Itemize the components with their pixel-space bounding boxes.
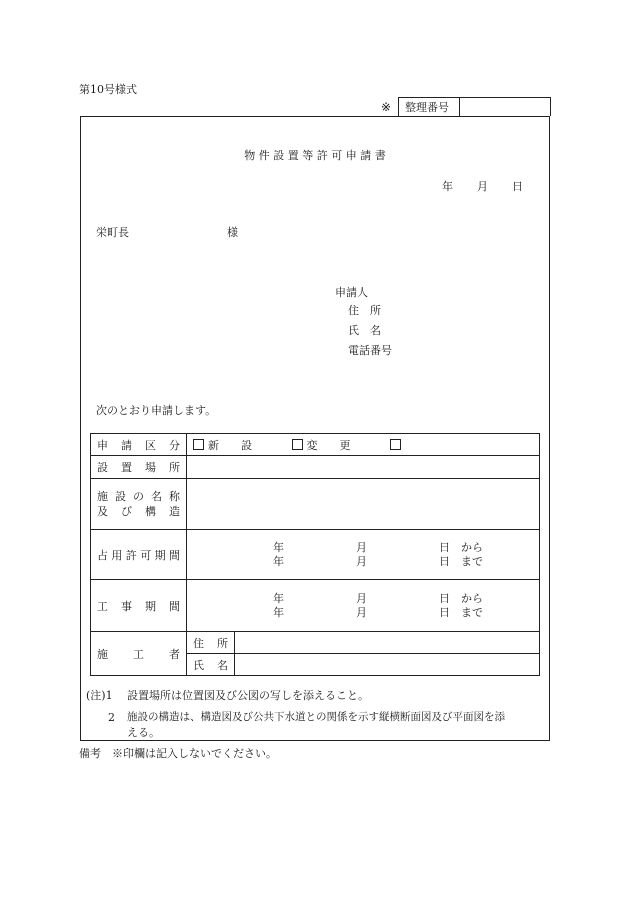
contractor-name-field[interactable] — [235, 654, 540, 676]
day-until-label: 日 まで — [439, 605, 483, 619]
option-change[interactable] — [292, 439, 351, 452]
option-new[interactable] — [193, 439, 252, 452]
applicant-phone-label: 電話番号 — [348, 344, 392, 357]
year-label: 年 — [273, 605, 284, 619]
facility-label-line2: 及 び 構 造 — [97, 505, 180, 518]
occupancy-period-label: 占用許可期間 — [91, 530, 187, 580]
applicant-address-label: 住 所 — [348, 304, 381, 317]
date-year: 年 — [442, 180, 453, 193]
day-until-label: 日 まで — [439, 554, 483, 568]
table-row — [91, 434, 540, 456]
checkbox-icon[interactable] — [390, 439, 401, 450]
checkbox-icon[interactable] — [193, 439, 204, 450]
table-row — [91, 530, 540, 580]
period-end-line — [273, 555, 483, 569]
note2-prefix: 2 — [108, 711, 115, 724]
request-text: 次のとおり申請します。 — [96, 404, 217, 417]
reference-number-label: 整理番号 — [405, 101, 449, 114]
contractor-address-label: 住 所 — [187, 632, 235, 654]
reference-number-field[interactable] — [460, 98, 550, 116]
occupancy-period-field[interactable] — [187, 530, 540, 580]
month-label: 月 — [356, 540, 367, 554]
form-title: 物 件 設 置 等 許 可 申 請 書 — [244, 149, 386, 162]
year-label: 年 — [273, 591, 284, 605]
day-from-label: 日 から — [439, 591, 483, 605]
form-number: 第10号様式 — [79, 83, 137, 96]
category-label: 申 請 区 分 — [91, 434, 187, 456]
construction-period-field[interactable] — [187, 580, 540, 632]
application-table — [90, 433, 540, 676]
facility-label-line1: 施 設 の 名 称 — [97, 490, 180, 503]
date-month: 月 — [477, 180, 488, 193]
applicant-heading: 申請人 — [335, 286, 368, 299]
note2-text-line2: える。 — [127, 726, 160, 739]
checkbox-icon[interactable] — [292, 439, 303, 450]
note1-prefix: (注)1 — [86, 689, 113, 702]
period-end-line — [273, 606, 483, 620]
option-change-label: 変 更 — [306, 438, 351, 452]
option-new-label: 新 設 — [208, 438, 252, 452]
location-label: 設 置 場 所 — [91, 456, 187, 479]
year-label: 年 — [273, 554, 284, 568]
date-day: 日 — [512, 180, 523, 193]
applicant-name-label: 氏 名 — [348, 324, 381, 337]
addressee-honorific: 様 — [227, 226, 238, 239]
facility-label — [91, 479, 187, 530]
note1-text: 設置場所は位置図及び公図の写しを添えること。 — [127, 689, 369, 702]
note2-text-line1: 施設の構造は、構造図及び公共下水道との関係を示す縦横断面図及び平面図を添 — [127, 711, 505, 723]
contractor-name-label: 氏 名 — [187, 654, 235, 676]
period-start-line — [273, 541, 483, 555]
period-start-line — [273, 592, 483, 606]
construction-period-label: 工 事 期 間 — [91, 580, 187, 632]
table-row — [91, 632, 540, 654]
reference-number-box — [398, 97, 551, 116]
month-label: 月 — [356, 591, 367, 605]
category-options — [187, 434, 540, 456]
day-from-label: 日 から — [439, 540, 483, 554]
table-row — [91, 479, 540, 530]
year-label: 年 — [273, 540, 284, 554]
remarks: 備考 ※印欄は記入しないでください。 — [79, 747, 277, 760]
facility-field[interactable] — [187, 479, 540, 530]
addressee: 栄町長 — [96, 226, 129, 239]
asterisk-mark: ※ — [381, 100, 392, 114]
contractor-address-field[interactable] — [235, 632, 540, 654]
location-field[interactable] — [187, 456, 540, 479]
option-other[interactable] — [390, 439, 405, 452]
month-label: 月 — [356, 605, 367, 619]
contractor-label: 施 工 者 — [91, 632, 187, 676]
table-row — [91, 456, 540, 479]
table-row — [91, 580, 540, 632]
month-label: 月 — [356, 554, 367, 568]
